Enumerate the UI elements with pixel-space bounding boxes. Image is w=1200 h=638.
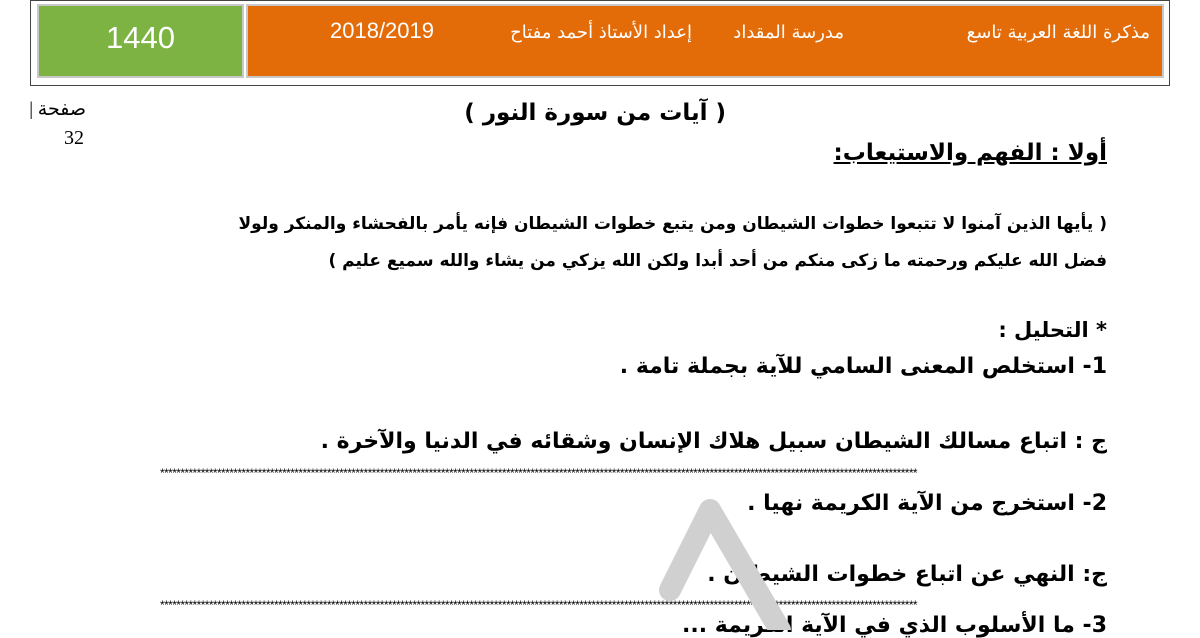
header-academic-year: 2018/2019 [330, 18, 434, 43]
answer-1: ج : اتباع مسالك الشيطان سبيل هلاك الإنسان وشقائه في الدنيا والآخرة . [320, 429, 1107, 454]
section-heading: أولا : الفهم والاستيعاب: [833, 140, 1107, 166]
answer-2: ج: النهي عن اتباع خطوات الشيطان . [707, 562, 1107, 587]
page-number: 32 [64, 127, 84, 149]
header-author: إعداد الأستاذ أحمد مفتاح [510, 22, 692, 43]
header-year-box [37, 4, 244, 78]
watermark-arc-icon [650, 470, 890, 630]
header-subject: مذكرة اللغة العربية تاسع [966, 22, 1150, 43]
header-school: مدرسة المقداد [733, 22, 844, 43]
question-2: 2- استخرج من الآية الكريمة نهيا . [747, 491, 1107, 516]
analysis-label: * التحليل : [998, 318, 1107, 342]
question-1: 1- استخلص المعنى السامي للآية بجملة تامة . [619, 354, 1107, 379]
separator-line: ****************************************************************************************************************************************************************************************** [160, 600, 918, 610]
verse-line-1: ( يأيها الذين آمنوا لا تتبعوا خطوات الشيطان ومن يتبع خطوات الشيطان فإنه يأمر بالفحشاء والمنكر ولولا [238, 214, 1107, 234]
hijri-year: 1440 [106, 20, 175, 55]
verse-line-2: فضل الله عليكم ورحمته ما زكى منكم من أحد أبدا ولكن الله يزكي من يشاء والله سميع عليم ) [328, 251, 1107, 271]
document-title: ( آيات من سورة النور ) [464, 100, 726, 126]
separator-line: ****************************************************************************************************************************************************************************************** [160, 468, 918, 478]
page-label: صفحة | [29, 99, 86, 120]
question-3: 3- ما الأسلوب الذي في الآية الكريمة ... [682, 613, 1107, 638]
header-banner [246, 4, 1164, 78]
